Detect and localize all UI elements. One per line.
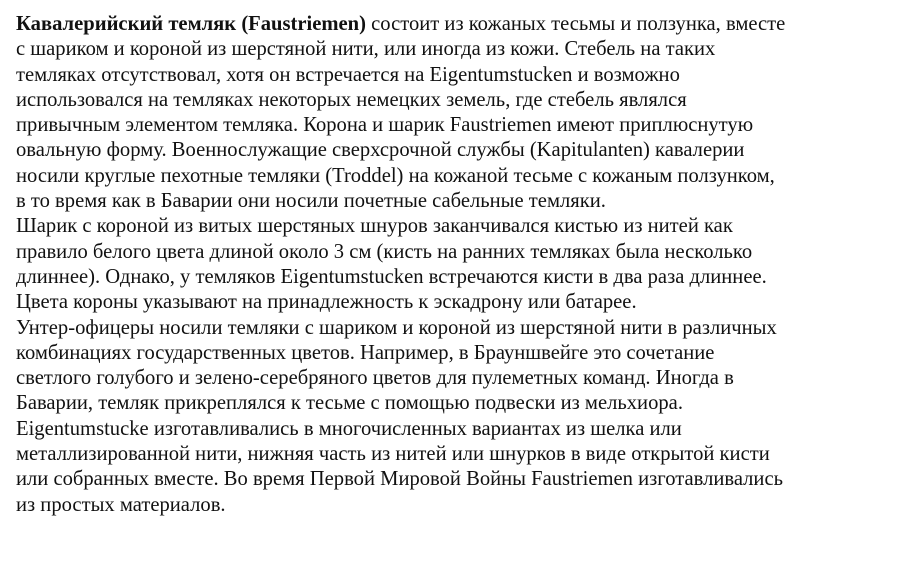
- text-line-12: Цвета короны указывают на принадлежность к эскадрону или батарее.: [16, 291, 637, 314]
- text-line-2: с шариком и короной из шерстяной нити, или иногда из кожи. Стебель на таких: [16, 38, 716, 61]
- text-line-17: Eigentumstucke изготавливались в многочисленных вариантах из шелка или: [16, 417, 682, 440]
- text-line-4: использовался на темляках некоторых немецких земель, где стебель являлся: [16, 88, 687, 111]
- text-line-9: Шарик с короной из витых шерстяных шнуров заканчивался кистью из нитей как: [16, 215, 733, 238]
- text-line-6: овальную форму. Военнослужащие сверхсрочной службы (Kapitulanten) кавалерии: [16, 139, 745, 162]
- text-line-14: комбинациях государственных цветов. Например, в Брауншвейге это сочетание: [16, 341, 715, 364]
- text-line-15: светлого голубого и зелено-серебряного цветов для пулеметных команд. Иногда в: [16, 367, 734, 390]
- text-line-1-rest: состоит из кожаных тесьмы и ползунка, вместе: [365, 13, 786, 35]
- text-line-16: Баварии, темляк прикреплялся к тесьме с помощью подвески из мельхиора.: [16, 392, 683, 415]
- article-heading: Кавалерийский темляк (Faustriemen): [16, 13, 366, 35]
- text-line-20: из простых материалов.: [16, 493, 226, 516]
- text-line-3: темляках отсутствовал, хотя он встречается на Eigentumstucken и возможно: [16, 63, 680, 86]
- text-line-8: в то время как в Баварии они носили почетные сабельные темляки.: [16, 190, 606, 213]
- text-line-18: металлизированной нити, нижняя часть из нитей или шнурков в виде открытой кисти: [16, 443, 770, 466]
- text-line-5: привычным элементом темляка. Корона и шарик Faustriemen имеют приплюснутую: [16, 114, 754, 137]
- text-line-19: или собранных вместе. Во время Первой Мировой Войны Faustriemen изготавливались: [16, 468, 783, 491]
- text-line-1: [16, 12, 889, 37]
- text-line-11: длиннее). Однако, у темляков Eigentumstucken встречаются кисти в два раза длиннее.: [16, 265, 767, 288]
- text-line-10: правило белого цвета длиной около 3 см (кисть на ранних темляках была несколько: [16, 240, 753, 263]
- text-line-7: носили круглые пехотные темляки (Troddel) на кожаной тесьме с кожаным ползунком,: [16, 164, 775, 187]
- text-line-13: Унтер-офицеры носили темляки с шариком и короной из шерстяной нити в различных: [16, 316, 777, 339]
